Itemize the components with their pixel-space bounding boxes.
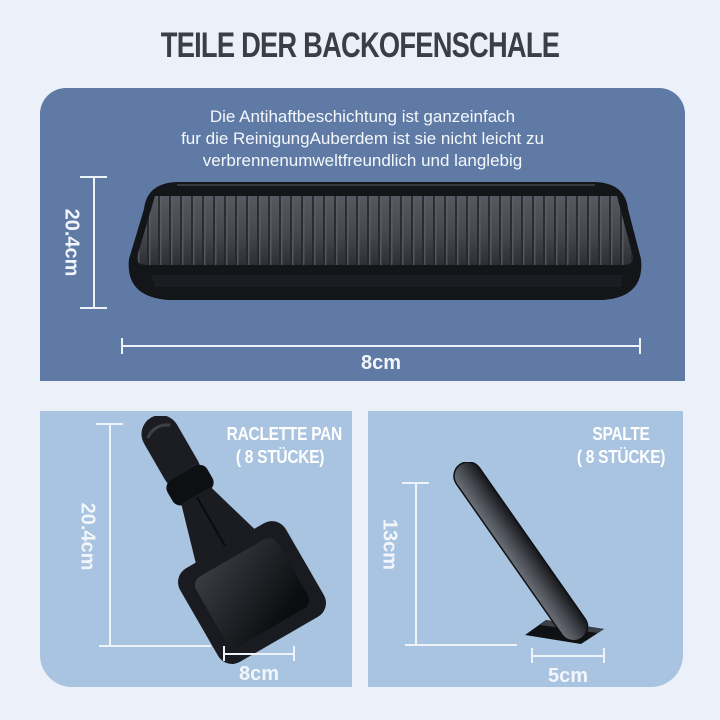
spatula-blade xyxy=(449,462,594,646)
dim-cap xyxy=(293,646,295,661)
left-panel-title-line: RACLETTE PAN xyxy=(226,424,342,444)
raclette-width-dimension-line xyxy=(224,653,294,655)
right-panel-title-line: ( 8 STÜCKE) xyxy=(576,447,666,467)
tray-width-dimension-line xyxy=(122,345,640,347)
product-description xyxy=(40,106,685,172)
left-panel-title-line: ( 8 STÜCKE) xyxy=(235,447,325,467)
oven-tray-image xyxy=(125,175,647,311)
tray-width-dimension-label: 8cm xyxy=(360,352,402,374)
dim-cap xyxy=(639,338,641,354)
description-line: fur die ReinigungAuberdem ist sie nicht leicht zu xyxy=(181,129,544,148)
raclette-height-dimension-label: 20.4cm xyxy=(76,502,99,571)
spatula-width-dimension-line xyxy=(532,655,604,657)
right-panel-title-line: SPALTE xyxy=(592,424,650,444)
spatula-height-dimension-label: 13cm xyxy=(378,518,401,571)
raclette-height-dimension-line xyxy=(109,424,111,646)
spatula-width-dimension-label: 5cm xyxy=(547,665,589,687)
page-title: TEILE DER BACKOFENSCHALE xyxy=(160,26,560,65)
dim-cap xyxy=(99,645,211,647)
description-line: Die Antihaftbeschichtung ist ganzeinfach xyxy=(209,107,516,126)
dim-cap xyxy=(603,648,605,663)
spatula-height-dimension-line xyxy=(415,483,417,645)
tray-front-sheen xyxy=(151,275,623,287)
tray-height-dimension-label: 20.4cm xyxy=(60,208,83,277)
description-line: verbrennenumweltfreundlich und langlebig xyxy=(202,151,523,170)
tray-height-dimension-line xyxy=(93,177,95,308)
tray-ridges xyxy=(137,196,633,265)
spatula-image xyxy=(418,462,613,654)
dim-cap xyxy=(80,307,107,309)
dim-cap xyxy=(405,644,517,646)
raclette-width-dimension-label: 8cm xyxy=(238,663,280,685)
